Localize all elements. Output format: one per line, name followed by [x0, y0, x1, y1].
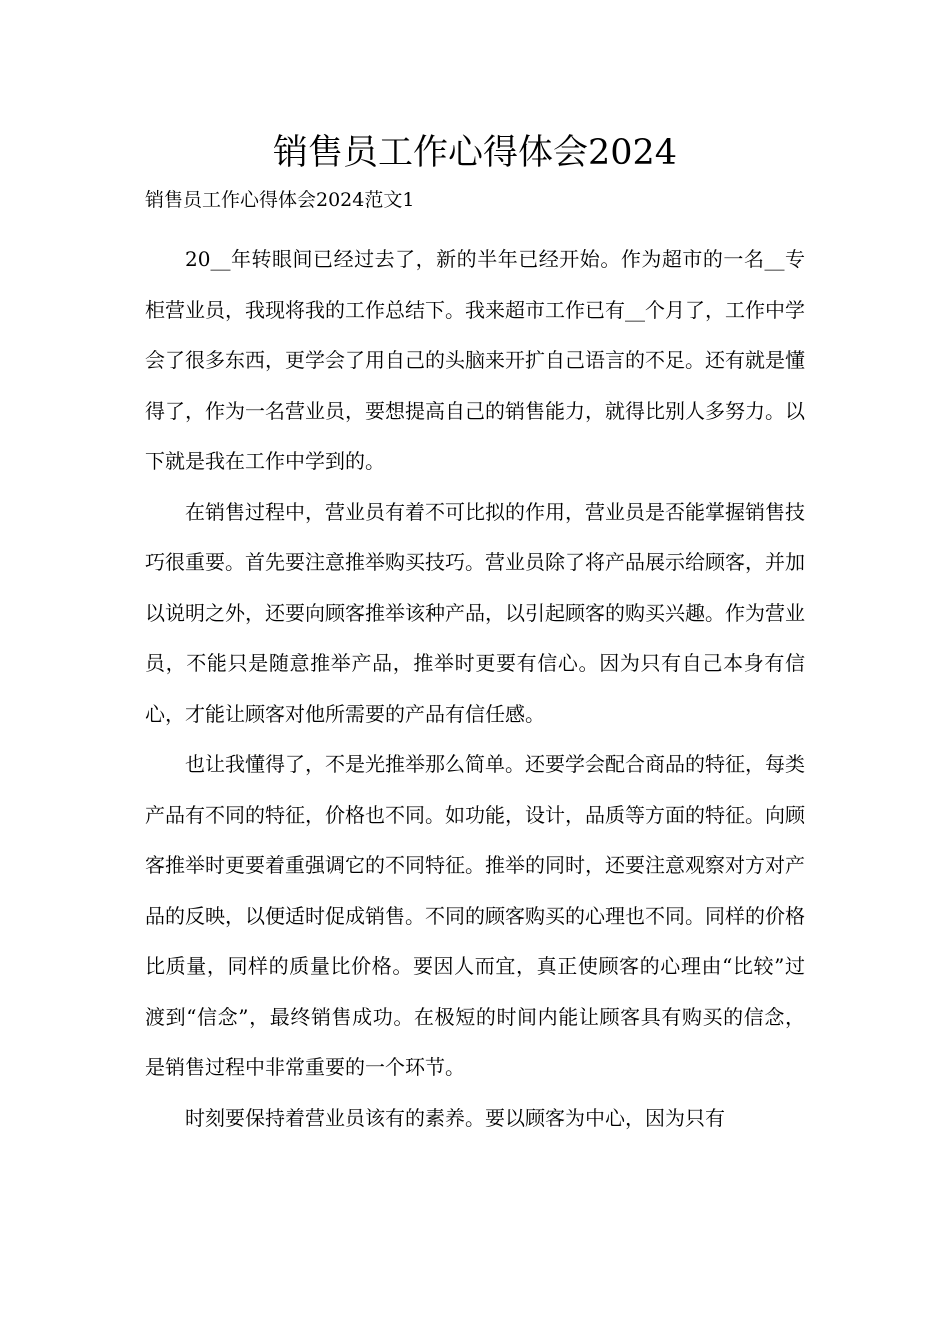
- paragraph-1: 20__年转眼间已经过去了，新的半年已经开始。作为超市的一名__专柜营业员，我现将我的工作总结下。我来超市工作已有__个月了，工作中学会了很多东西，更学会了用自己的头脑来开扩自己语言的不足。还有就是懂得了，作为一名营业员，要想提高自己的销售能力，就得比别人多努力。以下就是我在工作中学到的。: [145, 247, 805, 473]
- document-title: 销售员工作心得体会2024: [272, 133, 678, 173]
- paragraph-3: 也让我懂得了，不是光推举那么简单。还要学会配合商品的特征，每类产品有不同的特征，价格也不同。如功能，设计，品质等方面的特征。向顾客推举时更要着重强调它的不同特征。推举的同时，还要注意观察对方对产品的反映，以便适时促成销售。不同的顾客购买的心理也不同。同样的价格比质量，同样的质量比价格。要因人而宜，真正使顾客的心理由“比较”过渡到“信念”，最终销售成功。在极短的时间内能让顾客具有购买的信念，是销售过程中非常重要的一个环节。: [145, 752, 805, 1079]
- document-subtitle: 销售员工作心得体会2024范文1: [145, 189, 415, 211]
- paragraph-4: 时刻要保持着营业员该有的素养。要以顾客为中心，因为只有: [185, 1105, 725, 1130]
- document-body: [145, 234, 805, 1143]
- paragraph-2: 在销售过程中，营业员有着不可比拟的作用，营业员是否能掌握销售技巧很重要。首先要注意推举购买技巧。营业员除了将产品展示给顾客，并加以说明之外，还要向顾客推举该种产品，以引起顾客的购买兴趣。作为营业员，不能只是随意推举产品，推举时更要有信心。因为只有自己本身有信心，才能让顾客对他所需要的产品有信任感。: [145, 499, 805, 726]
